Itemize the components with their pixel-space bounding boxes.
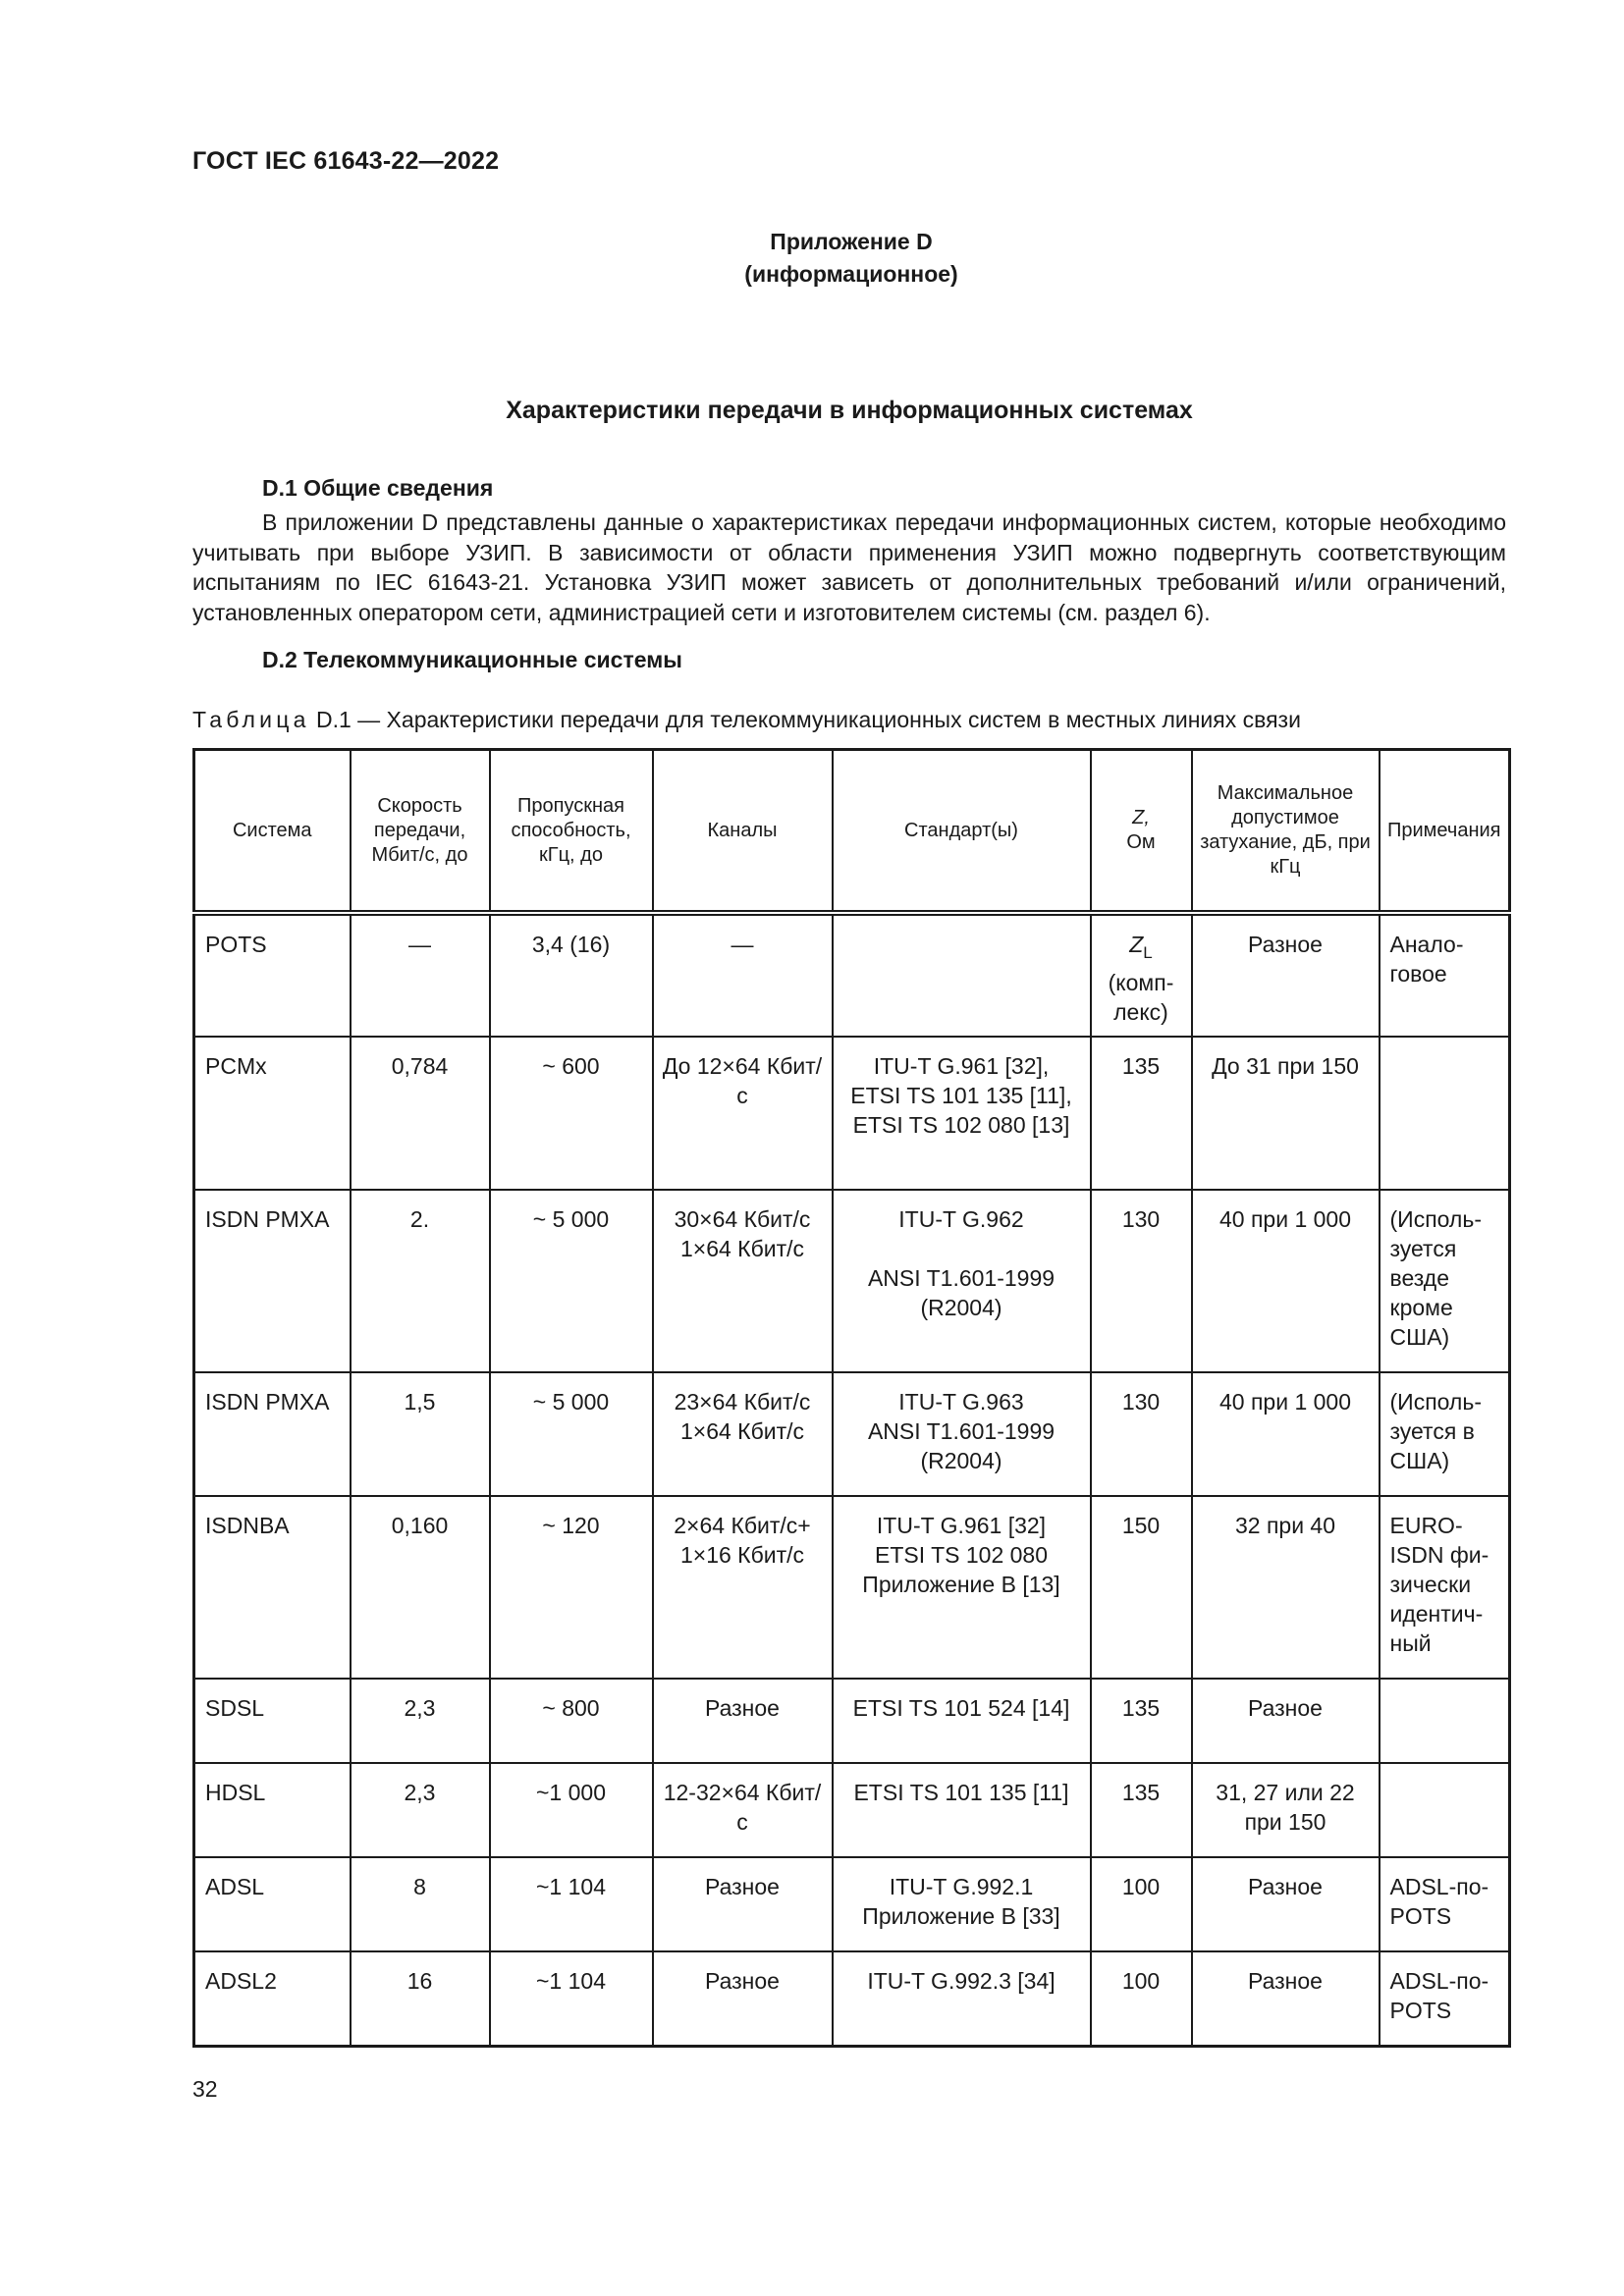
cell-system: ISDNBA: [194, 1496, 351, 1679]
table-row: [194, 1857, 1510, 1951]
cell-system: ADSL2: [194, 1951, 351, 2046]
header-impedance-symbol: Z,: [1132, 807, 1150, 828]
cell-channels: До 12×64 Кбит/с: [653, 1037, 833, 1190]
header-system: Система: [194, 750, 351, 914]
transmission-characteristics-table: [192, 748, 1511, 2048]
standard-line: ETSI TS 101 524 [14]: [852, 1695, 1070, 1721]
page-number: 32: [192, 2076, 218, 2102]
cell-impedance: [1091, 913, 1192, 1037]
cell-channels: Разное: [653, 1857, 833, 1951]
cell-rate: 16: [351, 1951, 490, 2046]
cell-attenuation: 31, 27 или 22 при 150: [1192, 1763, 1380, 1857]
table-header-row: [194, 750, 1510, 914]
header-impedance: [1091, 750, 1192, 914]
table-caption-label: Таблица: [192, 707, 310, 732]
standard-line: ETSI TS 102 080: [874, 1542, 1048, 1568]
standard-line: ITU-T G.962: [898, 1206, 1024, 1232]
cell-attenuation: Разное: [1192, 1679, 1380, 1763]
cell-standards: [833, 1679, 1091, 1763]
cell-notes: [1380, 1763, 1510, 1857]
cell-impedance: 150: [1091, 1496, 1192, 1679]
standard-line: Приложение B [13]: [862, 1572, 1060, 1597]
annex-label: Приложение D: [770, 229, 933, 254]
cell-standards: [833, 1037, 1091, 1190]
cell-rate: —: [351, 913, 490, 1037]
standard-line: ANSI T1.601-1999 (R2004): [867, 1265, 1056, 1320]
cell-system: ADSL: [194, 1857, 351, 1951]
cell-channels: 23×64 Кбит/с 1×64 Кбит/с: [653, 1372, 833, 1496]
cell-rate: 8: [351, 1857, 490, 1951]
standard-line: ETSI TS 102 080 [13]: [852, 1112, 1070, 1138]
cell-channels: 30×64 Кбит/с 1×64 Кбит/с: [653, 1190, 833, 1372]
table-caption: [192, 707, 1301, 733]
standard-line: ETSI TS 101 135 [11],: [850, 1083, 1072, 1108]
cell-standards: [833, 1372, 1091, 1496]
section-heading-d2: D.2 Телекоммуникационные системы: [262, 647, 682, 672]
cell-rate: 0,784: [351, 1037, 490, 1190]
cell-channels: Разное: [653, 1951, 833, 2046]
header-impedance-unit: Ом: [1126, 831, 1156, 853]
table-caption-text: D.1 — Характеристики передачи для телекоммуникационных систем в местных линиях связи: [309, 707, 1301, 732]
header-attenuation: Максимальное допустимое затухание, дБ, при кГц: [1192, 750, 1380, 914]
standard-line: ITU-T G.992.3 [34]: [867, 1968, 1056, 1994]
cell-bandwidth: ~ 600: [490, 1037, 653, 1190]
cell-impedance: 130: [1091, 1190, 1192, 1372]
cell-bandwidth: ~ 5 000: [490, 1190, 653, 1372]
cell-bandwidth: ~1 104: [490, 1951, 653, 2046]
standard-line: ITU-T G.961 [32],: [873, 1053, 1050, 1079]
impedance-subscript: L: [1143, 943, 1153, 962]
table-row: [194, 913, 1510, 1037]
cell-notes: (Используется везде кроме США): [1380, 1190, 1510, 1372]
standard-line: ITU-T G.963: [898, 1389, 1024, 1415]
cell-system: ISDN PMXA: [194, 1372, 351, 1496]
table-row: [194, 1951, 1510, 2046]
annex-title: Характеристики передачи в информационных системах: [506, 397, 1193, 424]
cell-rate: 2.: [351, 1190, 490, 1372]
cell-impedance: 135: [1091, 1679, 1192, 1763]
cell-standards: [833, 1857, 1091, 1951]
cell-standards: [833, 913, 1091, 1037]
cell-attenuation: Разное: [1192, 1951, 1380, 2046]
table-row: [194, 1372, 1510, 1496]
cell-notes: Аналоговое: [1380, 913, 1510, 1037]
cell-bandwidth: ~ 5 000: [490, 1372, 653, 1496]
cell-channels: Разное: [653, 1679, 833, 1763]
header-notes: Примечания: [1380, 750, 1510, 914]
cell-bandwidth: ~1 104: [490, 1857, 653, 1951]
standard-line: [839, 1234, 1084, 1263]
cell-standards: [833, 1190, 1091, 1372]
document-id: ГОСТ IEC 61643-22—2022: [192, 147, 500, 175]
cell-channels: 2×64 Кбит/с+ 1×16 Кбит/с: [653, 1496, 833, 1679]
header-rate: Скорость передачи, Мбит/с, до: [351, 750, 490, 914]
cell-bandwidth: ~1 000: [490, 1763, 653, 1857]
cell-standards: [833, 1496, 1091, 1679]
cell-notes: [1380, 1679, 1510, 1763]
table-row: [194, 1679, 1510, 1763]
cell-attenuation: Разное: [1192, 1857, 1380, 1951]
cell-rate: 2,3: [351, 1763, 490, 1857]
standard-line: ITU-T G.961 [32]: [876, 1513, 1047, 1538]
cell-channels: 12-32×64 Кбит/с: [653, 1763, 833, 1857]
cell-impedance: 135: [1091, 1763, 1192, 1857]
table-row: [194, 1190, 1510, 1372]
cell-attenuation: До 31 при 150: [1192, 1037, 1380, 1190]
section-d1-paragraph: В приложении D представлены данные о характеристиках передачи информационных систем, которые необходимо учитывать при выборе УЗИП. В зависимости от области применения УЗИП можно подвергнуть соответствующим испытаниям по IEC 61643-21. Установка УЗИП может зависеть от дополнительных требований и/или ограничений, установленных оператором сети, администрацией сети и изготовителем системы (см. раздел 6).: [192, 509, 1506, 625]
cell-system: HDSL: [194, 1763, 351, 1857]
annex-type: (информационное): [744, 261, 958, 287]
cell-channels: —: [653, 913, 833, 1037]
cell-impedance: 100: [1091, 1951, 1192, 2046]
cell-attenuation: 40 при 1 000: [1192, 1372, 1380, 1496]
cell-attenuation: 32 при 40: [1192, 1496, 1380, 1679]
section-heading-d1: D.1 Общие сведения: [262, 475, 494, 501]
table-row: [194, 1037, 1510, 1190]
cell-impedance: 100: [1091, 1857, 1192, 1951]
standard-line: ITU-T G.992.1: [889, 1874, 1034, 1899]
cell-system: POTS: [194, 913, 351, 1037]
cell-system: SDSL: [194, 1679, 351, 1763]
cell-attenuation: 40 при 1 000: [1192, 1190, 1380, 1372]
cell-standards: [833, 1951, 1091, 2046]
cell-rate: 2,3: [351, 1679, 490, 1763]
cell-notes: ADSL-по-POTS: [1380, 1951, 1510, 2046]
standard-line: ANSI T1.601-1999 (R2004): [867, 1418, 1056, 1473]
table-row: [194, 1496, 1510, 1679]
header-standards: Стандарт(ы): [833, 750, 1091, 914]
cell-system: PCMx: [194, 1037, 351, 1190]
impedance-symbol: Z: [1129, 932, 1144, 957]
cell-bandwidth: 3,4 (16): [490, 913, 653, 1037]
cell-attenuation: Разное: [1192, 913, 1380, 1037]
header-channels: Каналы: [653, 750, 833, 914]
standard-line: ETSI TS 101 135 [11]: [853, 1780, 1069, 1805]
cell-system: ISDN PMXA: [194, 1190, 351, 1372]
annex-heading: [589, 226, 1113, 291]
cell-rate: 1,5: [351, 1372, 490, 1496]
cell-notes: ADSL-по-POTS: [1380, 1857, 1510, 1951]
cell-notes: EURO-ISDN физически идентичный: [1380, 1496, 1510, 1679]
impedance-note: (комплекс): [1108, 970, 1174, 1025]
cell-notes: [1380, 1037, 1510, 1190]
cell-notes: (Используется в США): [1380, 1372, 1510, 1496]
table-row: [194, 1763, 1510, 1857]
cell-impedance: 135: [1091, 1037, 1192, 1190]
cell-bandwidth: ~ 120: [490, 1496, 653, 1679]
cell-bandwidth: ~ 800: [490, 1679, 653, 1763]
cell-impedance: 130: [1091, 1372, 1192, 1496]
cell-standards: [833, 1763, 1091, 1857]
header-bandwidth: Пропускная способность, кГц, до: [490, 750, 653, 914]
cell-rate: 0,160: [351, 1496, 490, 1679]
standard-line: Приложение B [33]: [862, 1903, 1060, 1929]
